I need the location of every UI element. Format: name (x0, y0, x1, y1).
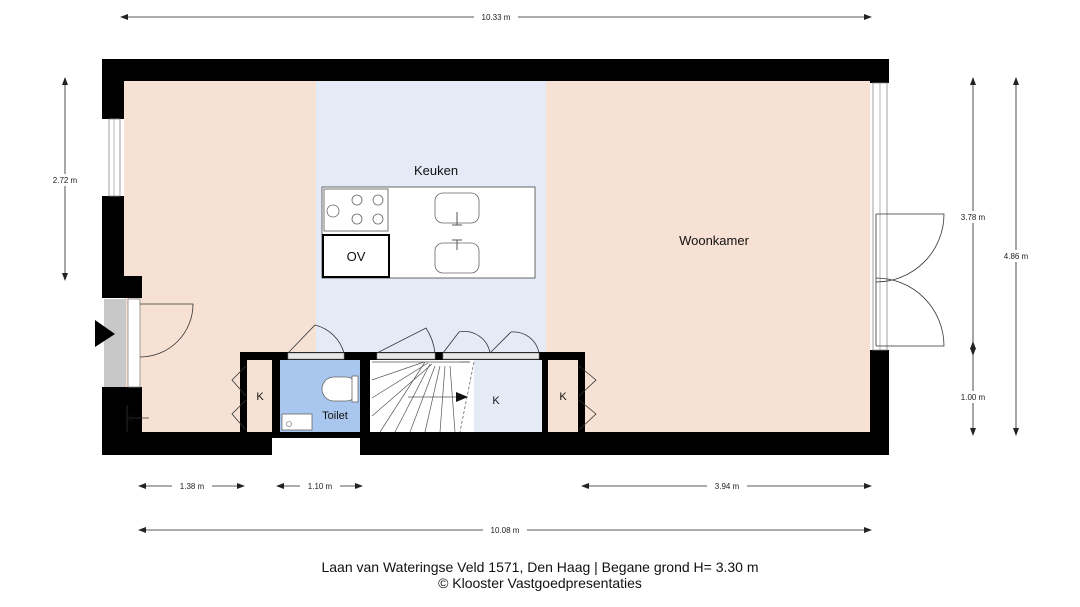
toilet-tank (352, 376, 358, 402)
wall-bottom-mid (272, 432, 360, 438)
room-label-closet-4: K (559, 391, 567, 403)
wall-right-upper (870, 59, 889, 83)
door-opening-stairs-a (377, 353, 435, 359)
room-label-closet-3: K (492, 395, 500, 407)
inner-wall-5 (578, 352, 585, 437)
dim-label-bottom-c: 3.94 m (714, 482, 740, 491)
entrance-step (104, 299, 126, 387)
toilet-basin (282, 414, 312, 430)
room-label-closet-1: K (256, 391, 264, 403)
wall-right-lower (870, 350, 889, 455)
dim-label-bottom-total: 10.08 m (490, 526, 520, 535)
address-line: Laan van Wateringse Veld 1571, Den Haag | Begane grond H= 3.30 m (321, 559, 759, 575)
wall-bottom-right (360, 432, 889, 455)
door-opening-stairs-b (443, 353, 539, 359)
entrance-door-frame (128, 299, 140, 387)
room-label-living: Woonkamer (679, 233, 749, 248)
dim-label-bottom-a: 1.38 m (179, 482, 205, 491)
inner-wall-2 (272, 352, 280, 437)
wall-top (102, 59, 889, 81)
room-label-kitchen: Keuken (413, 163, 459, 178)
wall-left-notch (102, 276, 142, 298)
copyright-line: © Klooster Vastgoedpresentaties (438, 575, 642, 591)
dim-label-bottom-b: 1.10 m (307, 482, 333, 491)
window-left (109, 119, 120, 196)
inner-wall-4 (542, 352, 548, 437)
living-floor-right (546, 81, 870, 433)
wall-left-upper (102, 59, 124, 119)
door-opening-toilet (288, 353, 344, 359)
wall-left-lower (102, 387, 142, 455)
room-label-closet-2: K (126, 413, 134, 425)
room-label-oven: OV (346, 249, 366, 264)
dim-label-right-upper: 3.78 m (960, 213, 986, 222)
inner-wall-3 (360, 352, 370, 437)
dim-label-left: 2.72 m (52, 176, 78, 185)
room-label-toilet: Toilet (322, 410, 348, 422)
dim-label-right-lower: 1.00 m (960, 393, 986, 402)
plan-footer (0, 559, 1080, 591)
dim-label-right-total: 4.86 m (1003, 252, 1029, 261)
dim-label-top: 10.33 m (481, 13, 511, 22)
